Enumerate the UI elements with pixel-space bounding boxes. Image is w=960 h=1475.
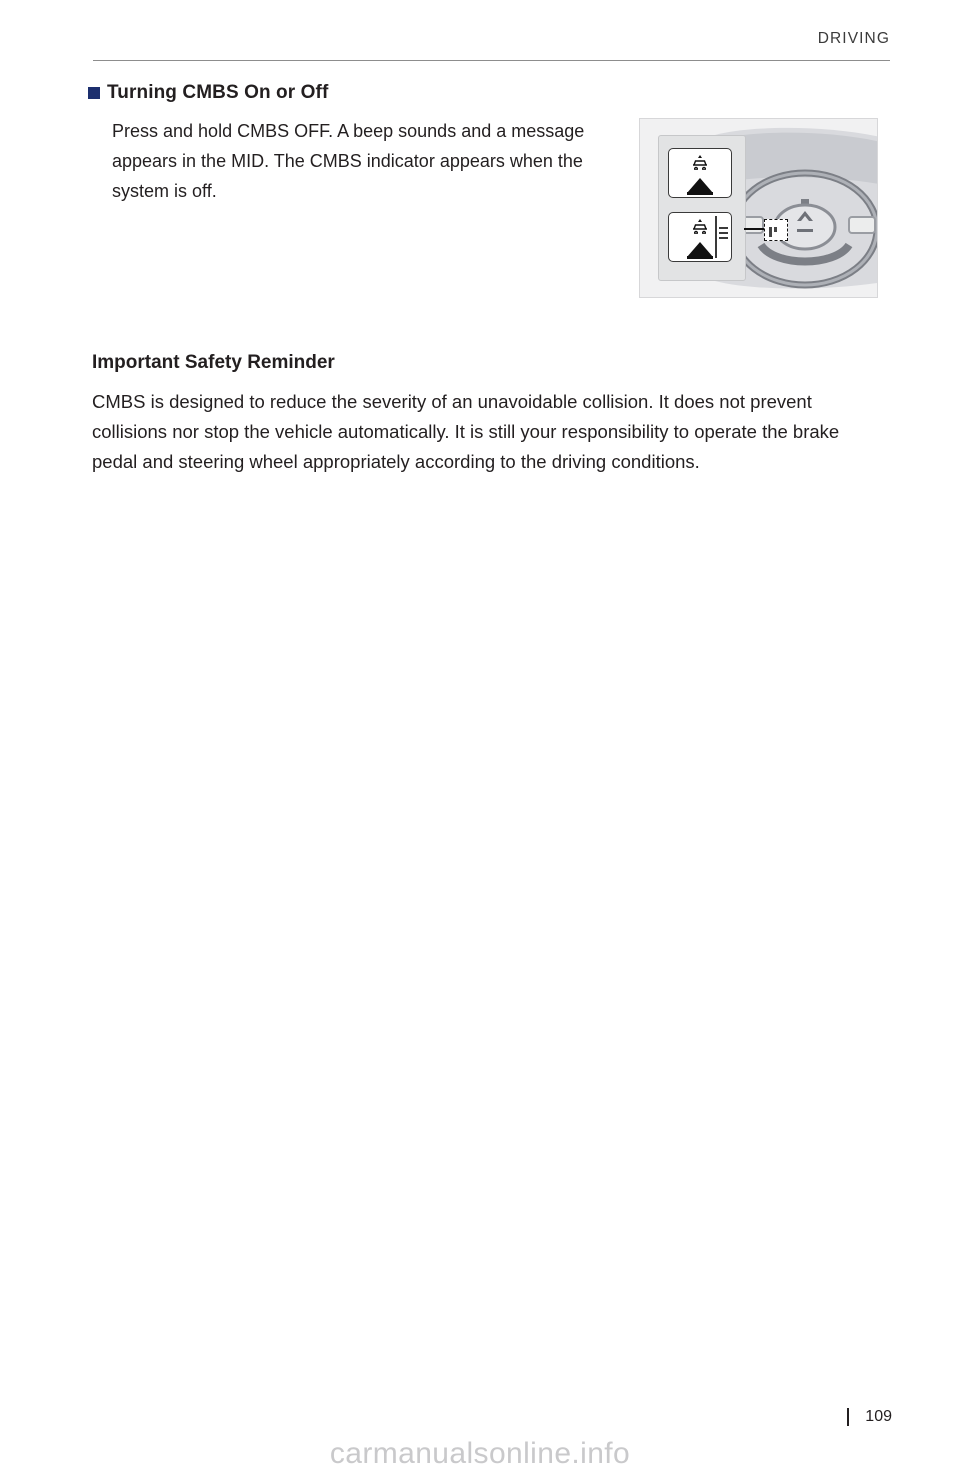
safety-reminder-title: Important Safety Reminder <box>92 352 335 373</box>
callout-leader-line <box>744 228 766 230</box>
section-heading-label: Turning CMBS On or Off <box>107 82 329 103</box>
up-arrow-icon <box>687 242 713 257</box>
up-arrow-icon <box>687 178 713 193</box>
square-bullet-icon <box>88 87 100 99</box>
arrow-base-bar-icon <box>687 192 713 195</box>
watermark-text: carmanualsonline.info <box>329 1437 631 1470</box>
button-divider <box>715 216 717 258</box>
page-header <box>93 30 890 64</box>
cmbs-off-button[interactable] <box>668 212 732 262</box>
callout-dots <box>769 227 783 232</box>
header-divider <box>93 60 890 61</box>
cmbs-off-car-icon <box>690 218 710 234</box>
cmbs-illustration <box>639 118 878 298</box>
page-footer <box>0 1408 960 1438</box>
mid-display-callout-icon <box>764 219 788 241</box>
page-number: 109 <box>865 1408 892 1425</box>
steering-wheel-button-panel <box>658 135 746 281</box>
footer-divider-bar <box>847 1408 849 1426</box>
section-heading <box>88 82 328 104</box>
off-label-lines-icon <box>719 227 728 245</box>
section-paragraph: Press and hold CMBS OFF. A beep sounds and a message appears in the MID. The CMBS indicator appears when the system is off. <box>112 121 585 201</box>
cmbs-indicator-button[interactable] <box>668 148 732 198</box>
arrow-base-bar-icon <box>687 256 713 259</box>
safety-reminder-body: CMBS is designed to reduce the severity of an unavoidable collision. It does not prevent collisions nor stop the vehicle automatically. It is still your responsibility to operate the brake pedal and steering wheel appropriately according to the driving conditions. <box>92 391 840 472</box>
header-chapter-title: DRIVING <box>817 30 890 47</box>
cmbs-car-warning-icon <box>690 154 710 170</box>
